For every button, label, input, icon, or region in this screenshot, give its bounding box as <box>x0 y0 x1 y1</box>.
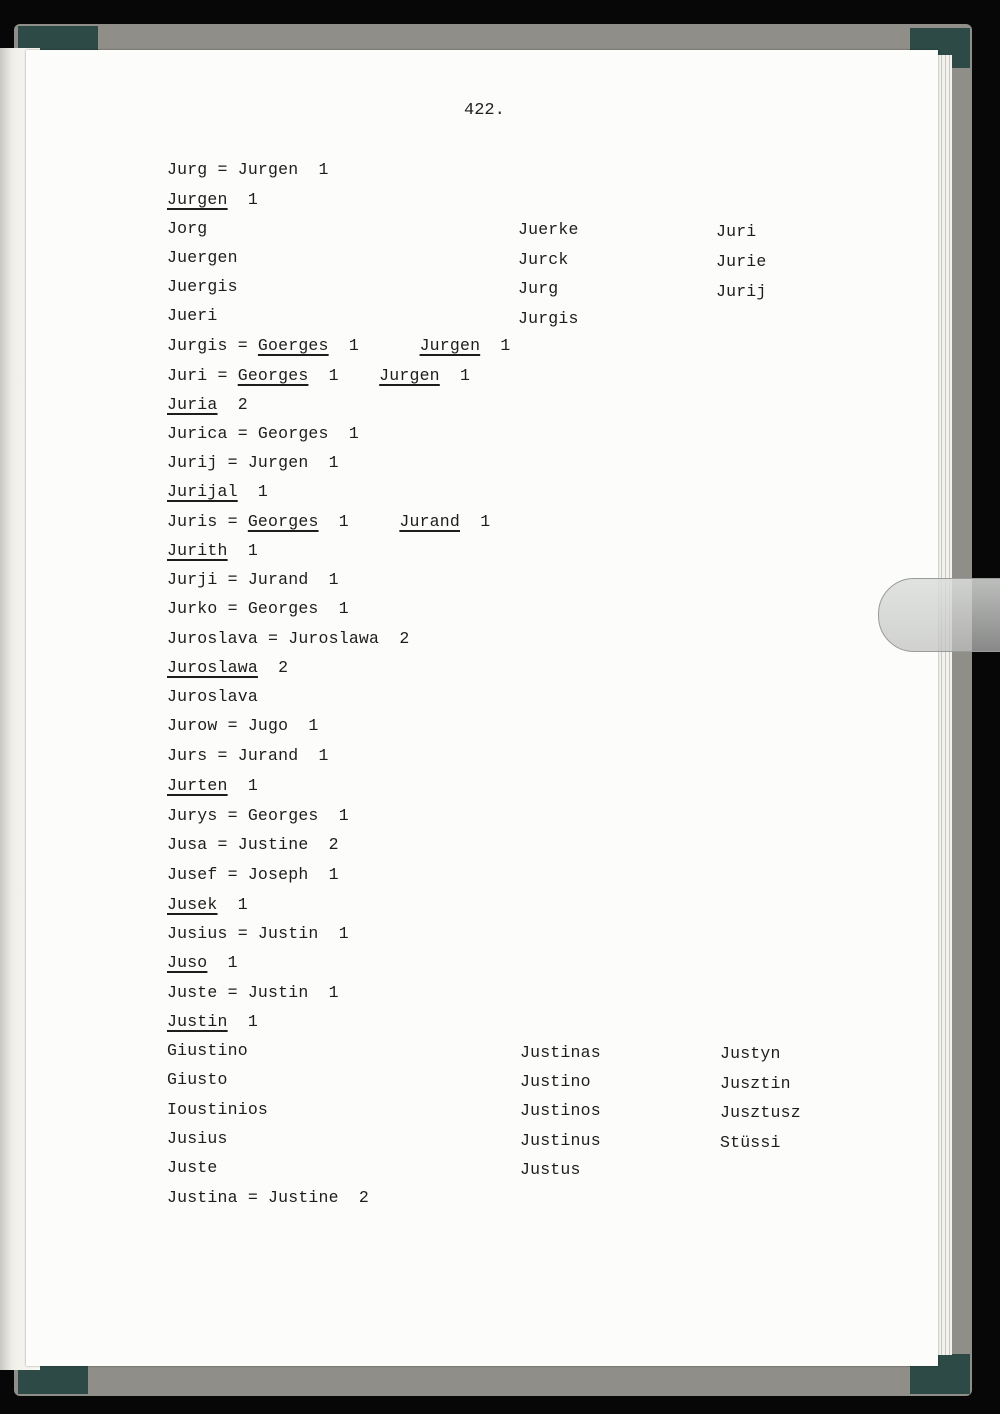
variant-name: Jusztin <box>720 1073 791 1093</box>
entry-text: Giusto <box>167 1070 228 1089</box>
entry-line <box>167 1012 258 1031</box>
entry-line <box>167 512 490 531</box>
entry-line <box>167 776 258 795</box>
entry-line <box>167 629 409 648</box>
entry-line <box>167 1041 248 1060</box>
entry-line <box>167 1158 218 1177</box>
underlined-name: Jurgen <box>167 190 228 209</box>
variant-name: Justyn <box>720 1044 781 1063</box>
entry-line <box>167 424 359 443</box>
entry-line <box>167 1070 228 1089</box>
underlined-name: Juroslawa <box>167 658 258 677</box>
entry-text: 1 <box>439 366 471 385</box>
entry-text: Jurij = Jurgen 1 <box>167 453 339 472</box>
underlined-name: Justin <box>167 1012 228 1031</box>
entry-line <box>167 395 248 414</box>
entry-text: Juri = <box>167 366 238 385</box>
entry-line <box>167 306 218 325</box>
entry-text: 1 <box>318 512 400 531</box>
variant-name: Jusztusz <box>720 1103 801 1122</box>
underlined-name: Jurten <box>167 776 228 795</box>
entry-line <box>167 248 238 267</box>
variant-name: Jurgis <box>518 308 579 328</box>
entry-text: 1 <box>460 512 491 531</box>
variant-name: Stüssi <box>720 1132 781 1152</box>
entry-text: 1 <box>217 895 248 914</box>
variant-name: Jurck <box>518 249 569 269</box>
entry-text: 1 <box>480 336 511 355</box>
entry-line <box>167 687 258 706</box>
entry-line <box>167 953 238 972</box>
underlined-name: Jurith <box>167 541 228 560</box>
entry-line <box>167 806 349 825</box>
underlined-name: Jurgen <box>419 336 481 355</box>
underlined-name: Jurijal <box>167 482 238 501</box>
entry-line <box>167 835 339 854</box>
variant-name: Justinas <box>520 1043 601 1062</box>
underlined-name: Juria <box>167 395 218 414</box>
entry-line <box>167 924 349 943</box>
entry-text: 1 <box>237 482 269 501</box>
entry-text: Jurys = Georges 1 <box>167 806 349 825</box>
entry-line <box>167 541 258 560</box>
entry-text: Jurg = Jurgen 1 <box>167 160 329 179</box>
entry-line <box>167 453 339 472</box>
underlined-name: Jurgen <box>379 366 440 385</box>
variant-name: Juri <box>716 222 757 241</box>
page-tab-marker[interactable] <box>878 578 1000 652</box>
entry-text: Jurko = Georges 1 <box>167 599 349 618</box>
entry-line <box>167 1129 228 1148</box>
entry-line <box>167 336 511 355</box>
entry-line <box>167 190 258 209</box>
entry-text: 1 <box>328 336 420 355</box>
entry-line <box>167 1188 369 1207</box>
underlined-name: Georges <box>247 512 319 531</box>
entry-text: 2 <box>257 658 289 677</box>
variant-name: Juerke <box>518 220 579 239</box>
underlined-name: Juso <box>167 953 208 972</box>
entry-text: 1 <box>308 366 380 385</box>
entry-text: 1 <box>227 190 258 209</box>
page-number: 422. <box>464 101 505 120</box>
variant-name: Jurie <box>716 252 767 271</box>
entry-line <box>167 716 319 735</box>
variant-name: Justinus <box>520 1130 601 1150</box>
entry-text: Juergen <box>167 248 238 267</box>
entry-text: Juroslava = Juroslawa 2 <box>167 629 410 648</box>
entry-text: Jurow = Jugo 1 <box>167 716 319 735</box>
variant-name: Justus <box>520 1159 581 1179</box>
entry-text: 1 <box>207 953 238 972</box>
entry-text: Juergis <box>167 277 238 296</box>
entry-text: Jueri <box>167 306 218 325</box>
entry-text: Juroslava <box>167 687 258 706</box>
underlined-name: Georges <box>237 366 309 385</box>
entry-text: Jurgis = <box>167 336 258 355</box>
variant-name: Justino <box>520 1072 591 1092</box>
variant-name: Jurij <box>716 282 767 301</box>
entry-line <box>167 865 339 884</box>
entry-line <box>167 482 268 501</box>
entry-line <box>167 658 288 677</box>
entry-text: Ioustinios <box>167 1100 269 1119</box>
entry-text: Jusius <box>167 1129 228 1148</box>
entry-text: 1 <box>227 541 258 560</box>
entry-text: Jusef = Joseph 1 <box>167 865 339 884</box>
entry-text: Juste <box>167 1158 218 1177</box>
entry-text: 2 <box>217 395 248 414</box>
entry-line <box>167 1100 268 1119</box>
entry-text: Jurji = Jurand 1 <box>167 570 339 589</box>
variant-name: Justinos <box>520 1101 601 1121</box>
entry-line <box>167 160 329 179</box>
entry-text: 1 <box>227 776 258 795</box>
entry-text: Jusius = Justin 1 <box>167 924 349 943</box>
entry-text: Jorg <box>167 219 208 238</box>
underlined-name: Goerges <box>257 336 329 355</box>
entry-text: Jurica = Georges 1 <box>167 424 359 443</box>
entry-line <box>167 277 238 296</box>
underlined-name: Jusek <box>167 895 218 914</box>
entry-text: 1 <box>227 1012 258 1031</box>
entry-line <box>167 895 248 914</box>
document-page <box>26 50 938 1366</box>
entry-text: Jurs = Jurand 1 <box>167 746 329 765</box>
entry-line <box>167 746 329 765</box>
entry-text: Jusa = Justine 2 <box>167 835 339 854</box>
entry-text: Juste = Justin 1 <box>167 983 339 1002</box>
entry-line <box>167 219 207 238</box>
entry-line <box>167 599 349 618</box>
entry-line <box>167 366 470 385</box>
entry-text: Justina = Justine 2 <box>167 1188 370 1207</box>
variant-name: Jurg <box>518 279 559 298</box>
entry-text: Juris = <box>167 512 248 531</box>
entry-line <box>167 570 339 589</box>
underlined-name: Jurand <box>399 512 460 531</box>
entry-line <box>167 983 339 1002</box>
entry-text: Giustino <box>167 1041 248 1060</box>
